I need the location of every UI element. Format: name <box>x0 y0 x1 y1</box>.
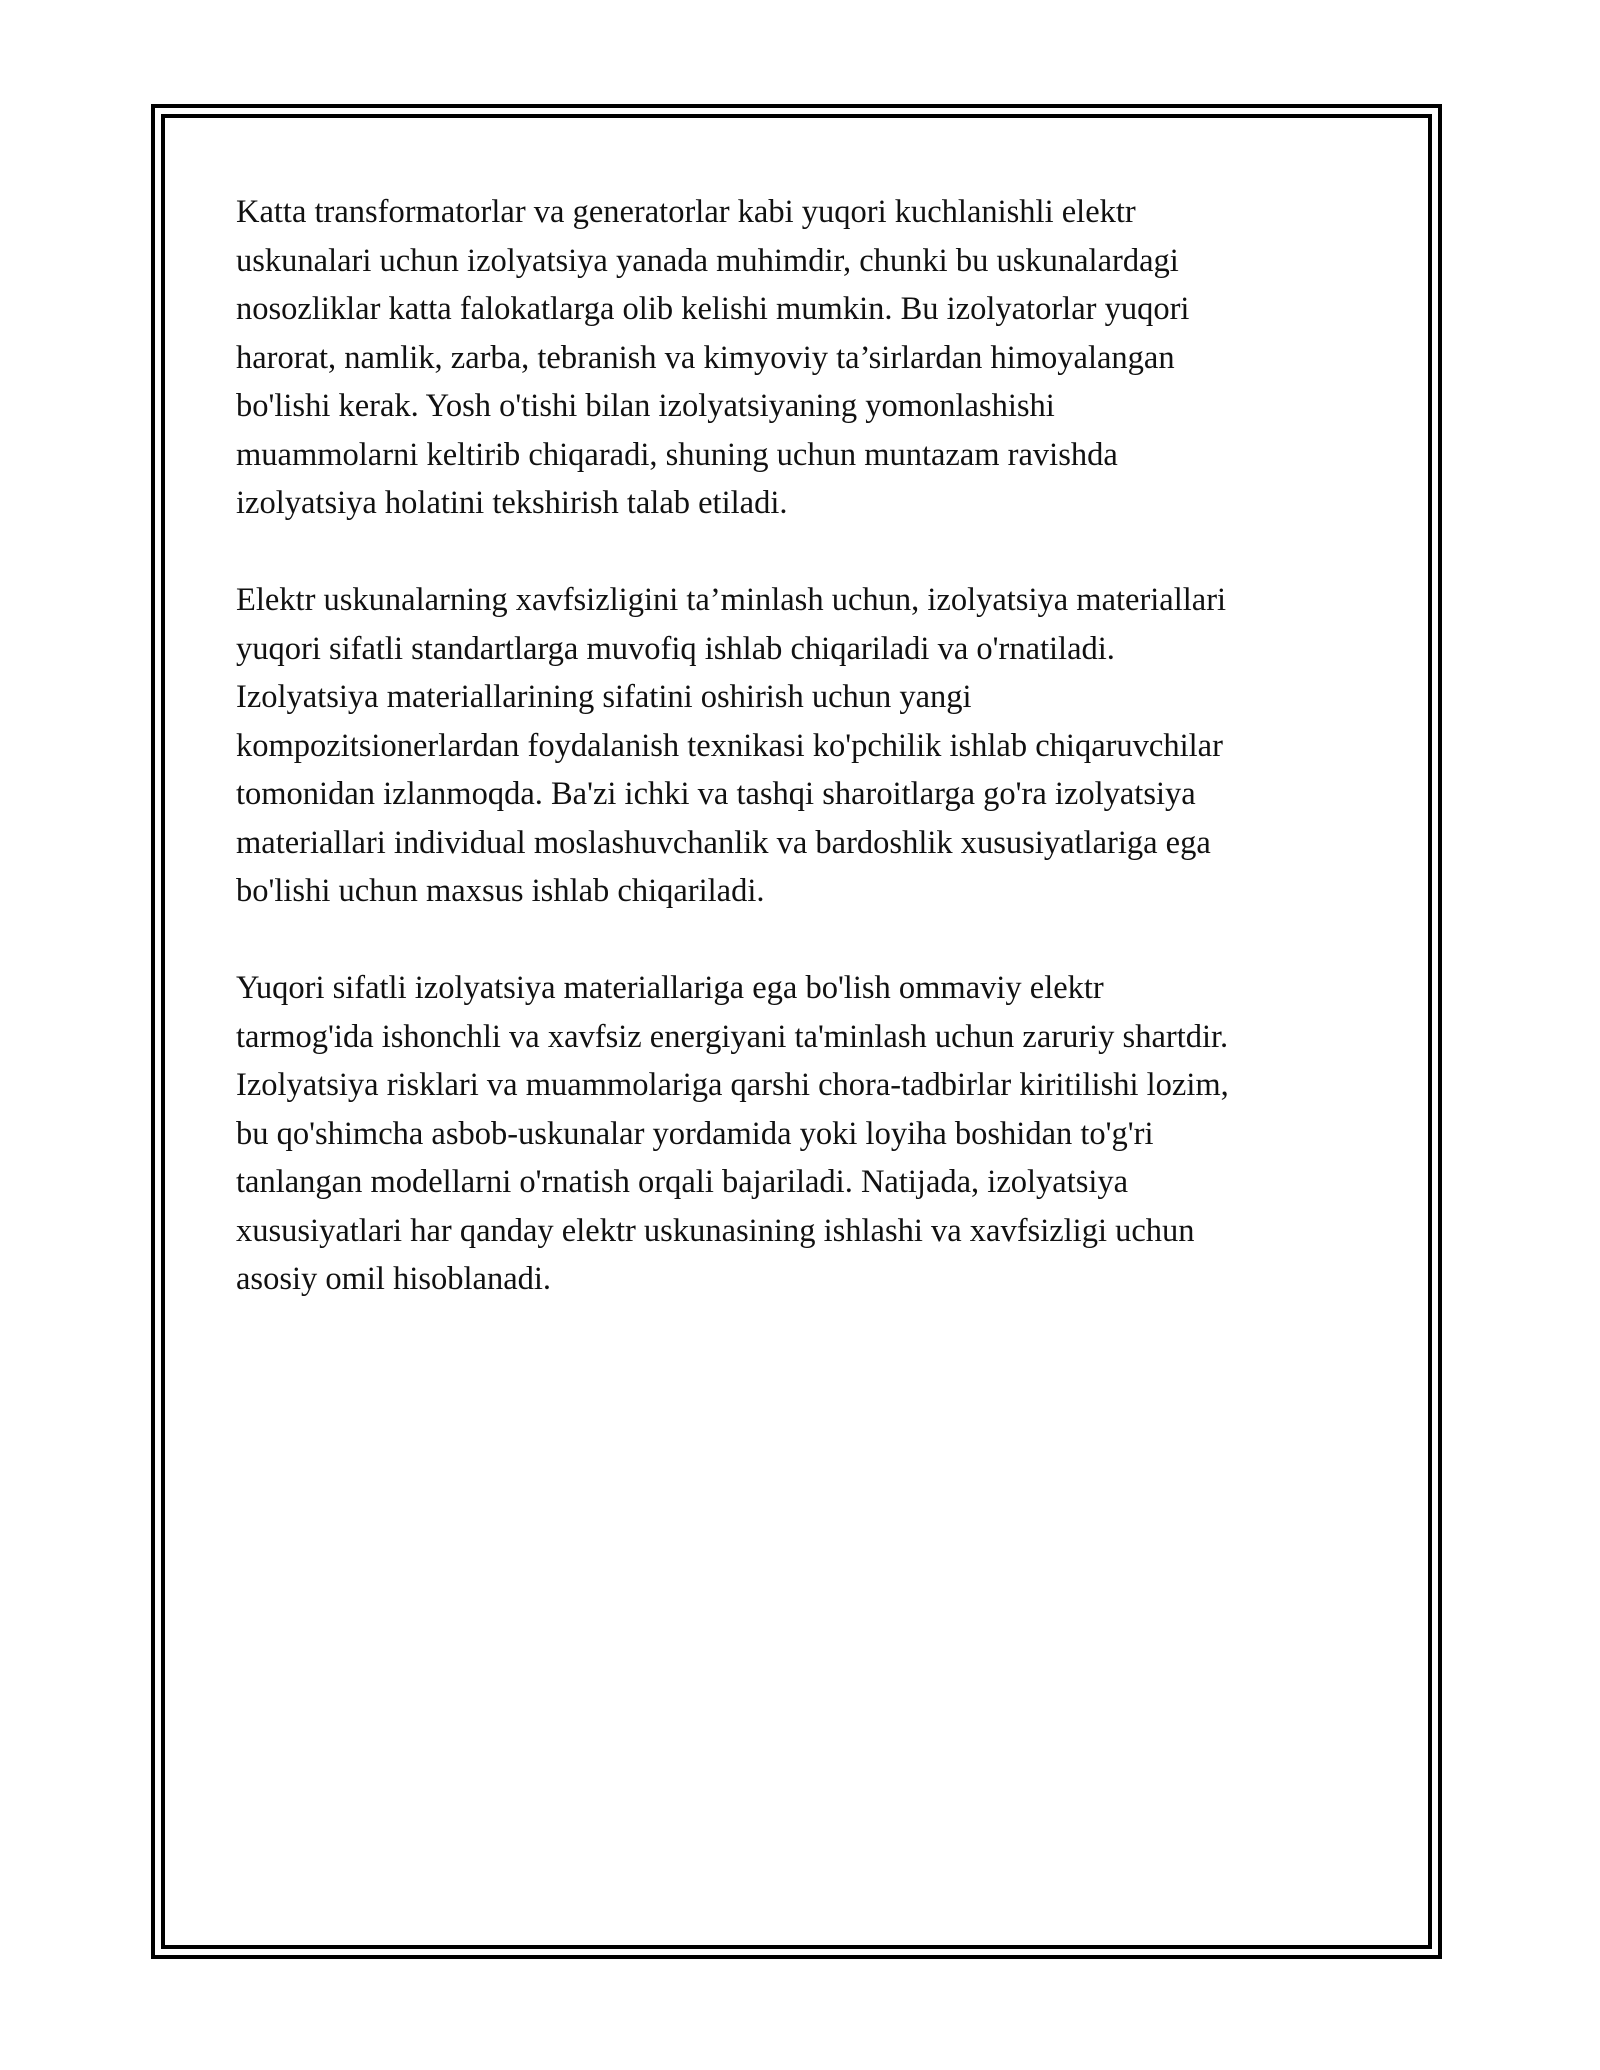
document-body <box>236 188 1366 1352</box>
paragraph-2: Elektr uskunalarning xavfsizligini ta’minlash uchun, izolyatsiya materiallari yuqori sifatli standartlarga muvofiq ishlab chiqariladi va o'rnatiladi. Izolyatsiya materiallarining sifatini oshirish uchun yangi kompozitsionerlardan foydalanish texnikasi ko'pchilik ishlab chiqaruvchilar tomonidan izlanmoqda. Ba'zi ichki va tashqi sharoitlarga go'ra izolyatsiya materiallari individual moslashuvchanlik va bardoshlik xususiyatlariga ega bo'lishi uchun maxsus ishlab chiqariladi. <box>236 582 1227 909</box>
paragraph-3: Yuqori sifatli izolyatsiya materiallariga ega bo'lish ommaviy elektr tarmog'ida ishonchli va xavfsiz energiyani ta'minlash uchun zaruriy shartdir. Izolyatsiya risklari va muammolariga qarshi chora-tadbirlar kiritilishi lozim, bu qo'shimcha asbob-uskunalar yordamida yoki loyiha boshidan to'g'ri tanlangan modellarni o'rnatish orqali bajariladi. Natijada, izolyatsiya xususiyatlari har qanday elektr uskunasining ishlashi va xavfsizligi uchun asosiy omil hisoblanadi. <box>236 970 1229 1297</box>
paragraph-1: Katta transformatorlar va generatorlar kabi yuqori kuchlanishli elektr uskunalari uchun izolyatsiya yanada muhimdir, chunki bu uskunalardagi nosozliklar katta falokatlarga olib kelishi mumkin. Bu izolyatorlar yuqori harorat, namlik, zarba, tebranish va kimyoviy ta’sirlardan himoyalangan bo'lishi kerak. Yosh o'tishi bilan izolyatsiyaning yomonlashishi muammolarni keltirib chiqaradi, shuning uchun muntazam ravishda izolyatsiya holatini tekshirish talab etiladi. <box>236 194 1190 521</box>
